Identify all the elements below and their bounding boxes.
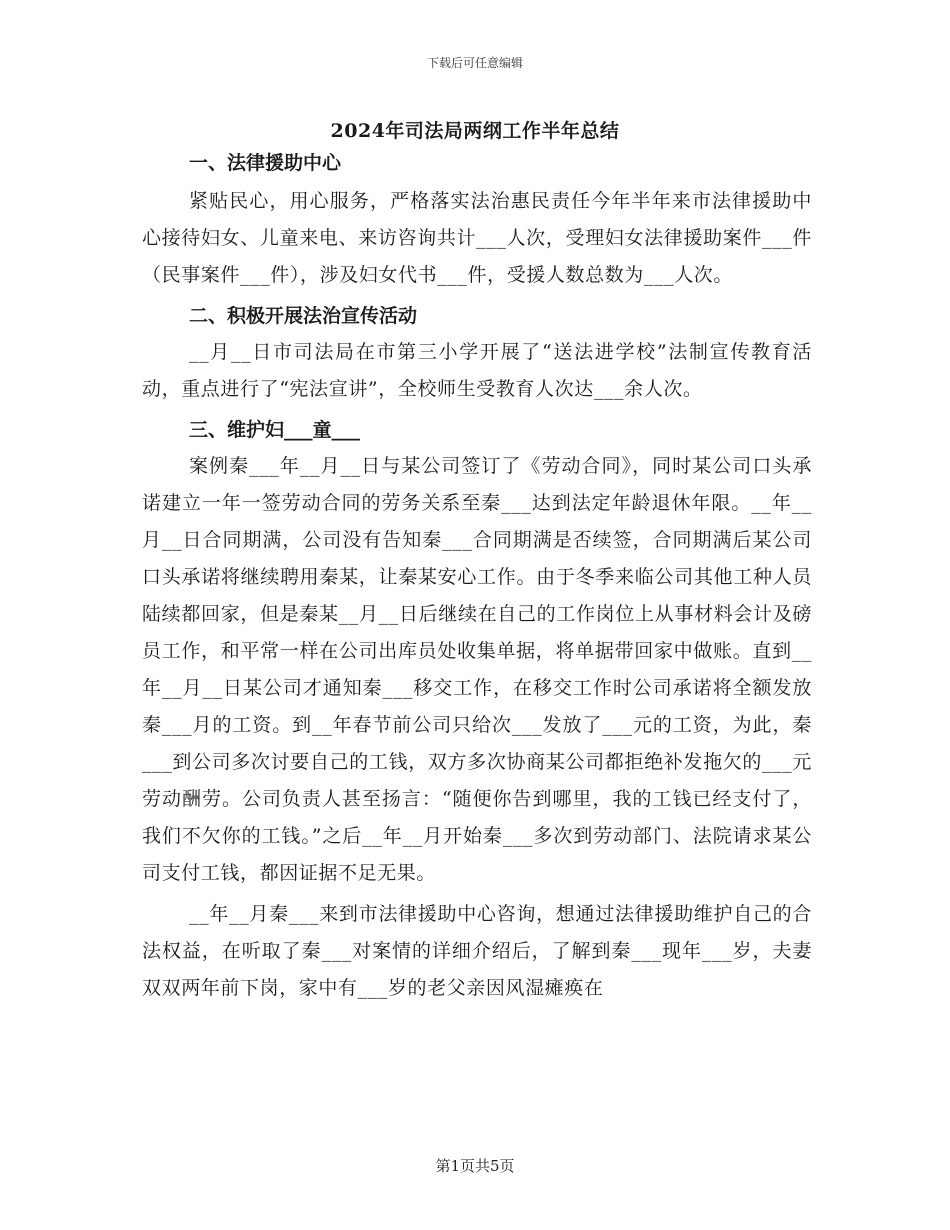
section-1-paragraph: 紧贴民心，用心服务，严格落实法治惠民责任今年半年来市法律援助中心接待妇女、儿童来电、来访咨询共计___人次，受理妇女法律援助案件___件（民事案件___件），涉及妇女代书___件，受援人数总数为___人次。 (142, 190, 812, 286)
header-note: 下载后可任意编辑 (426, 56, 523, 70)
document-body (142, 145, 812, 1007)
document-title: 2024年司法局两纲工作半年总结 (330, 120, 620, 142)
section-heading-1: 一、法律援助中心 (189, 152, 342, 174)
section-heading-3: 三、维护妇___童___ (189, 419, 361, 441)
section-heading-2: 二、积极开展法治宣传活动 (189, 305, 418, 327)
page-footer: 第1页共5页 (435, 1157, 515, 1175)
section-3-paragraph-1: 案例秦___年__月__日与某公司签订了《劳动合同》，同时某公司口头承诺建立一年一签劳动合同的劳务关系至秦___达到法定年龄退休年限。__年__月__日合同期满，公司没有告知秦___合同期满是否续签，合同期满后某公司口头承诺将继续聘用秦某，让秦某安心工作。由于冬季来临公司其他工种人员陆续都回家，但是秦某__月__日后继续在自己的工作岗位上从事材料会计及磅员工作，和平常一样在公司出库员处收集单据，将单据带回家中做账。直到__年__月__日某公司才通知秦___移交工作，在移交工作时公司承诺将全额发放秦___月的工资。到__年春节前公司只给次___发放了___元的工资，为此，秦___到公司多次讨要自己的工钱，双方多次协商某公司都拒绝补发拖欠的___元劳动酬劳。公司负责人甚至扬言：“随便你告到哪里，我的工钱已经支付了，我们不欠你的工钱。”之后__年__月开始秦___多次到劳动部门、法院请求某公司支付工钱，都因证据不足无果。 (142, 455, 812, 884)
section-3-paragraph-2: __年__月秦___来到市法律援助中心咨询，想通过法律援助维护自己的合法权益，在听取了秦___对案情的详细介绍后，了解到秦___现年___岁，夫妻双双两年前下岗，家中有___岁的老父亲因风湿瘫痪在 (142, 903, 812, 999)
section-2-paragraph: __月__日市司法局在市第三小学开展了“送法进学校”法制宣传教育活动，重点进行了“宪法宣讲”，全校师生受教育人次达___余人次。 (142, 341, 812, 400)
